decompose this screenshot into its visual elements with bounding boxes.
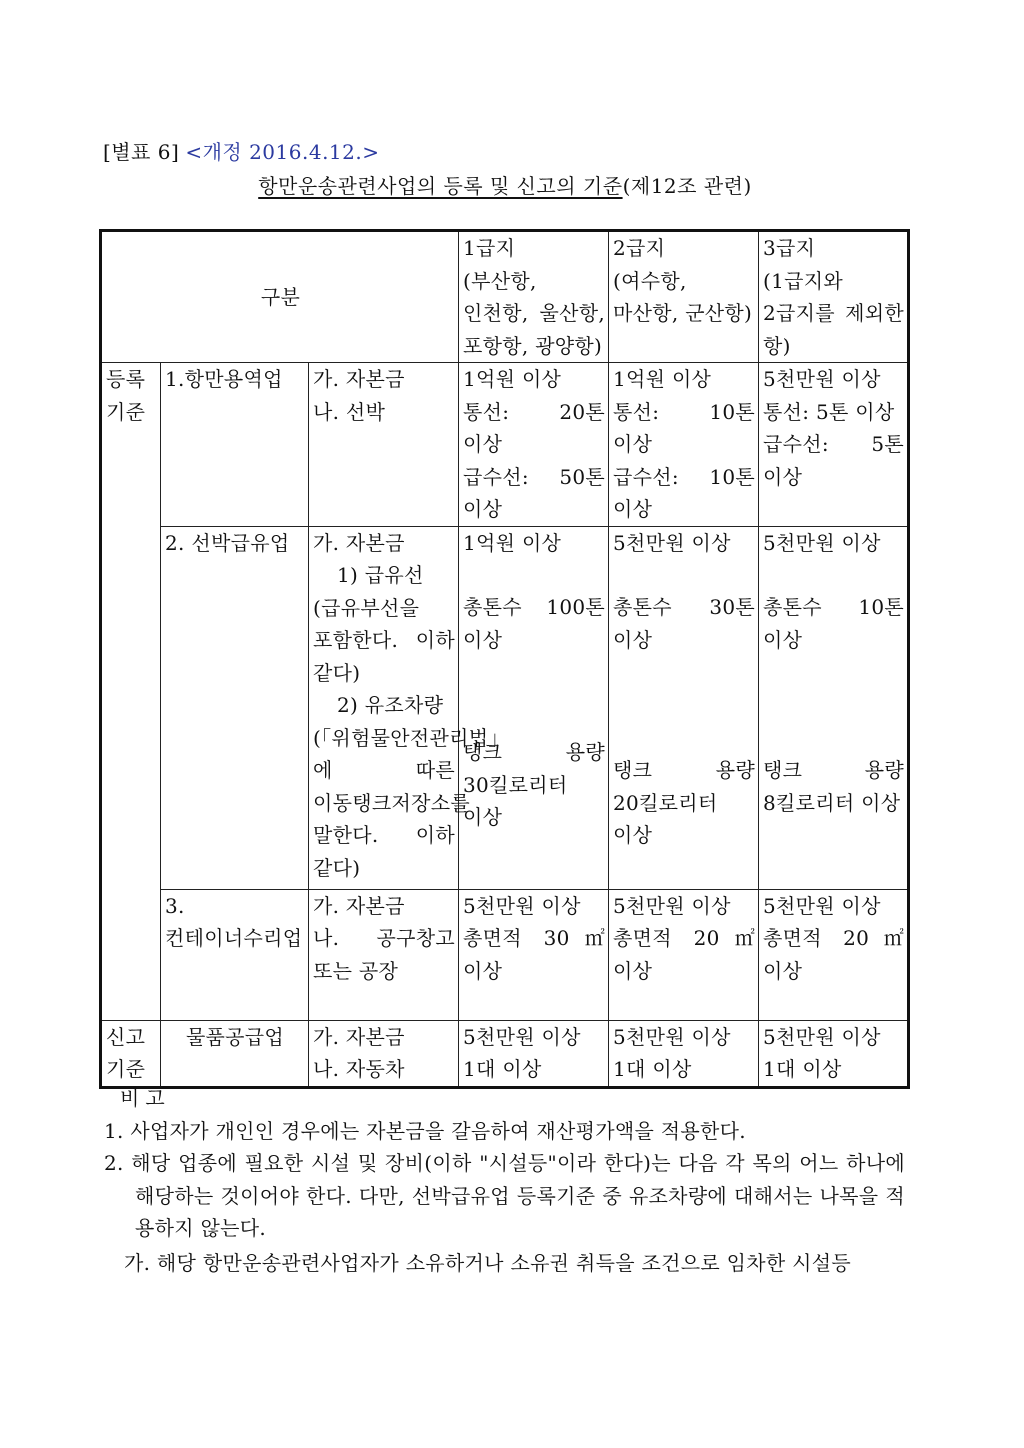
remarks-section <box>100 1082 905 1279</box>
fueling-tank-item: 2) 유조차량 <box>337 693 444 717</box>
g3-fueling-capital: 5천만원 이상 <box>763 530 881 555</box>
registration-label: 등록 기준 <box>101 363 161 1021</box>
g3-fueling <box>759 526 909 889</box>
g1-fueling-capital: 1억원 이상 <box>463 530 562 555</box>
remark-2: 2. 해당 업종에 필요한 시설 및 장비(이하 "시설등"이라 한다)는 다음 각 목의 어느 하나에 해당하는 것이어야 한다. 다만, 선박급유업 등록기준 중 유조차량에 대해서는 나목을 적용하지 않는다. <box>104 1151 905 1240</box>
annex-number: [별표 6] <box>103 140 180 164</box>
g2-fueling-ship: 총톤수 30톤 이상 <box>613 595 756 652</box>
business-fueling: 2. 선박급유업 <box>161 526 309 889</box>
items-container: 가. 자본금 나. 공구창고 또는 공장 <box>309 889 459 1020</box>
g2-fueling-capital: 5천만원 이상 <box>613 530 731 555</box>
table-row <box>101 363 909 527</box>
g3-container: 5천만원 이상 총면적 20㎡ 이상 <box>759 889 909 1020</box>
g1-fueling <box>459 526 609 889</box>
g3-harbor-service: 5천만원 이상 통선: 5톤 이상 급수선: 5톤 이상 <box>759 363 909 527</box>
items-fueling <box>309 526 509 889</box>
fueling-capital-item: 가. 자본금 <box>313 530 405 555</box>
g1-container: 5천만원 이상 총면적 30㎡ 이상 <box>459 889 609 1020</box>
g2-fueling <box>609 526 759 889</box>
remark-1: 1. 사업자가 개인인 경우에는 자본금을 갈음하여 재산평가액을 적용한다. <box>104 1118 746 1143</box>
g1-supply: 5천만원 이상 1대 이상 <box>459 1020 609 1087</box>
business-container: 3. 컨테이너수리업 <box>161 889 309 1020</box>
g3-fueling-tank: 탱크 용량 8킬로리터 이상 <box>763 758 905 815</box>
document-title <box>0 170 1010 199</box>
items-supply: 가. 자본금 나. 자동차 <box>309 1020 459 1087</box>
grade3-header: 3급지 (1급지와 2급지를 제외한 항) <box>759 231 909 363</box>
g2-fueling-tank: 탱크 용량 20킬로리터 이상 <box>613 758 756 847</box>
business-supply: 물품공급업 <box>161 1020 309 1087</box>
g3-fueling-ship: 총톤수 10톤 이상 <box>763 595 905 652</box>
criteria-table <box>99 229 910 1089</box>
table-header-row <box>101 231 909 363</box>
fueling-tank-note: (「위험물안전관리법」에 따른 이동탱크저장소를 말한다. 이하 같다) <box>313 725 509 880</box>
title-suffix: (제12조 관련) <box>622 174 752 198</box>
grade2-header: 2급지 (여수항, 마산항, 군산항) <box>609 231 759 363</box>
remarks-heading: 비고 <box>120 1086 171 1110</box>
table-row <box>101 526 909 889</box>
category-header: 구분 <box>101 231 459 363</box>
g2-container: 5천만원 이상 총면적 20㎡ 이상 <box>609 889 759 1020</box>
table-row <box>101 1020 909 1087</box>
grade1-header: 1급지 (부산항, 인천항, 울산항, 포항항, 광양항) <box>459 231 609 363</box>
g1-harbor-service: 1억원 이상 통선: 20톤 이상 급수선: 50톤 이상 <box>459 363 609 527</box>
g2-harbor-service: 1억원 이상 통선: 10톤 이상 급수선: 10톤 이상 <box>609 363 759 527</box>
title-main: 항만운송관련사업의 등록 및 신고의 기준 <box>258 174 623 198</box>
g1-fueling-ship: 총톤수 100톤 이상 <box>463 595 606 652</box>
fueling-ship-note: (급유부선을 포함한다. 이하 같다) <box>313 595 456 685</box>
g1-fueling-tank: 탱크 용량 30킬로리터 이상 <box>463 740 606 829</box>
annex-header <box>103 136 380 165</box>
g2-supply: 5천만원 이상 1대 이상 <box>609 1020 759 1087</box>
g3-supply: 5천만원 이상 1대 이상 <box>759 1020 909 1087</box>
items-harbor-service: 가. 자본금 나. 선박 <box>309 363 459 527</box>
report-label: 신고 기준 <box>101 1020 161 1087</box>
table-row <box>101 889 909 1020</box>
remark-2-a: 가. 해당 항만운송관련사업자가 소유하거나 소유권 취득을 조건으로 임차한 시설등 <box>124 1250 851 1275</box>
fueling-ship-item: 1) 급유선 <box>337 563 424 587</box>
business-harbor-service: 1.항만용역업 <box>161 363 309 527</box>
amendment-date[interactable]: <개정 2016.4.12.> <box>185 140 380 164</box>
